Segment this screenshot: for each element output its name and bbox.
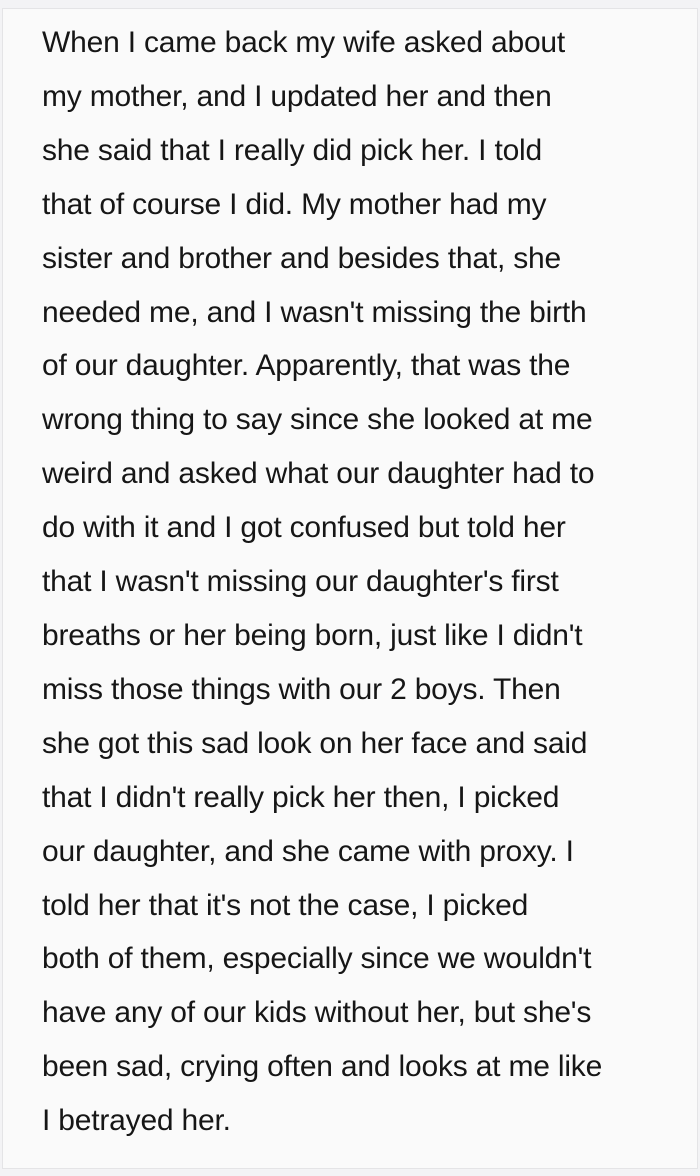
text-line: that of course I did. My mother had my bbox=[42, 187, 547, 221]
text-line: our daughter, and she came with proxy. I bbox=[42, 834, 574, 868]
text-line: needed me, and I wasn't missing the birth bbox=[42, 295, 587, 329]
text-line: she got this sad look on her face and said bbox=[42, 726, 588, 760]
story-paragraph bbox=[42, 16, 682, 1148]
text-line: have any of our kids without her, but she's bbox=[42, 996, 592, 1030]
text-line: wrong thing to say since she looked at me bbox=[42, 403, 593, 437]
text-line: that I didn't really pick her then, I picked bbox=[42, 780, 560, 814]
text-line: When I came back my wife asked about bbox=[42, 26, 566, 59]
text-line: been sad, crying often and looks at me like bbox=[42, 1050, 603, 1084]
text-line: miss those things with our 2 boys. Then bbox=[42, 672, 561, 706]
text-line: sister and brother and besides that, she bbox=[42, 241, 561, 275]
text-line: weird and asked what our daughter had to bbox=[42, 457, 595, 491]
text-line: that I wasn't missing our daughter's first bbox=[42, 565, 559, 599]
text-line: she said that I really did pick her. I told bbox=[42, 133, 543, 167]
text-line: of our daughter. Apparently, that was the bbox=[42, 349, 571, 383]
text-line: do with it and I got confused but told her bbox=[42, 511, 566, 545]
text-line: breaths or her being born, just like I didn't bbox=[42, 618, 583, 652]
text-line: I betrayed her. bbox=[42, 1104, 231, 1138]
text-line: my mother, and I updated her and then bbox=[42, 79, 552, 113]
text-line: told her that it's not the case, I picked bbox=[42, 888, 529, 922]
text-line: both of them, especially since we wouldn't bbox=[42, 942, 592, 976]
